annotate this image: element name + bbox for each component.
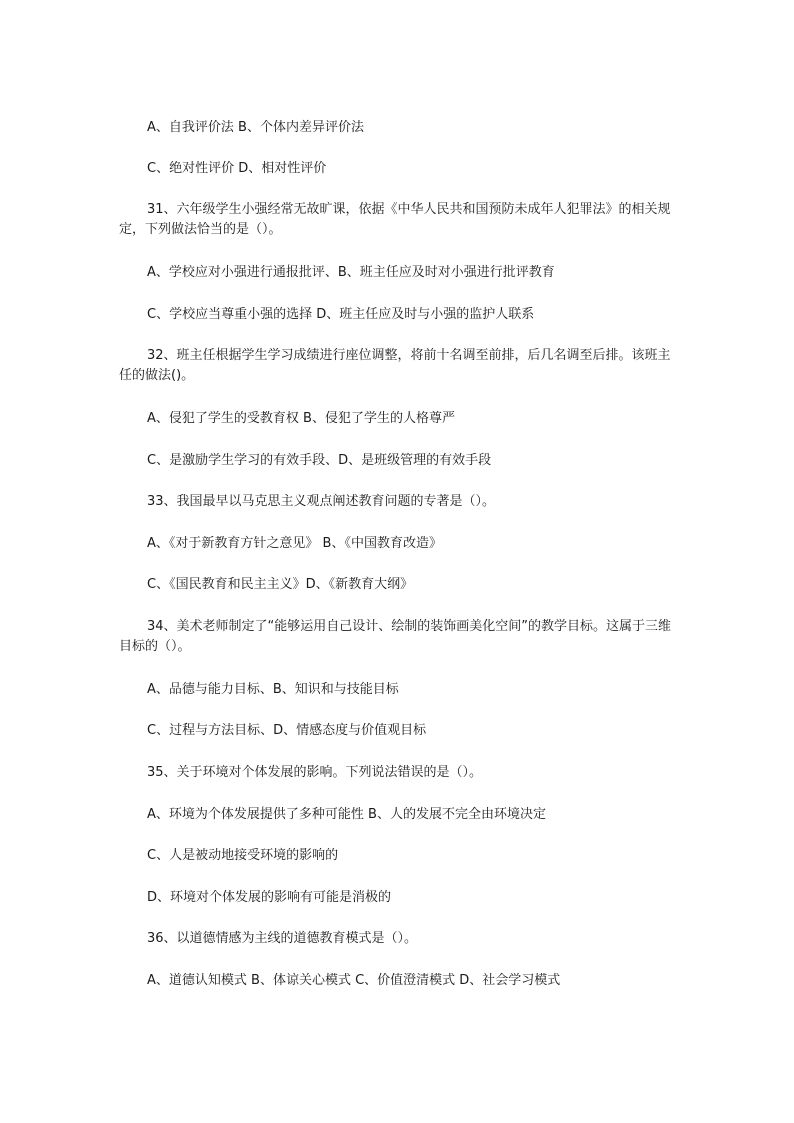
option-line: C、是激励学生学习的有效手段、D、是班级管理的有效手段	[147, 453, 492, 468]
question-33: 33、我国最早以马克思主义观点阐述教育问题的专著是（）。	[147, 494, 496, 509]
question-32: 32、班主任根据学生学习成绩进行座位调整，将前十名调至前排，后几名调至后排。该班主任的做法()。	[119, 348, 671, 383]
option-line: A、道德认知模式 B、体谅关心模式 C、价值澄清模式 D、社会学习模式	[147, 973, 561, 988]
option-line: A、《对于新教育方针之意见》 B、《中国教育改造》	[147, 536, 442, 551]
option-line: D、环境对个体发展的影响有可能是消极的	[147, 890, 392, 905]
option-line: A、侵犯了学生的受教育权 B、侵犯了学生的人格尊严	[147, 411, 455, 426]
question-34: 34、美术老师制定了“能够运用自己设计、绘制的装饰画美化空间”的教学目标。这属于三维目标的（）。	[119, 619, 672, 654]
option-line: C、过程与方法目标、D、情感态度与价值观目标	[147, 723, 427, 738]
option-line: C、人是被动地接受环境的影响的	[147, 848, 339, 863]
option-line: C、学校应当尊重小强的选择 D、班主任应及时与小强的监护人联系	[147, 307, 535, 322]
option-line: A、品德与能力目标、B、知识和与技能目标	[147, 682, 399, 697]
option-line: A、环境为个体发展提供了多种可能性 B、人的发展不完全由环境决定	[147, 807, 546, 822]
option-line: C、绝对性评价 D、相对性评价	[147, 161, 327, 176]
option-line: C、《国民教育和民主主义》D、《新教育大纲》	[147, 577, 414, 592]
question-31: 31、六年级学生小强经常无故旷课，依据《中华人民共和国预防未成年人犯罪法》的相关规定，下列做法恰当的是（）。	[119, 202, 671, 237]
question-35: 35、关于环境对个体发展的影响。下列说法错误的是（）。	[147, 765, 483, 780]
question-36: 36、以道德情感为主线的道德教育模式是（）。	[147, 931, 418, 946]
option-line: A、学校应对小强进行通报批评、B、班主任应及时对小强进行批评教育	[147, 265, 555, 280]
option-line: A、自我评价法 B、个体内差异评价法	[147, 120, 364, 135]
